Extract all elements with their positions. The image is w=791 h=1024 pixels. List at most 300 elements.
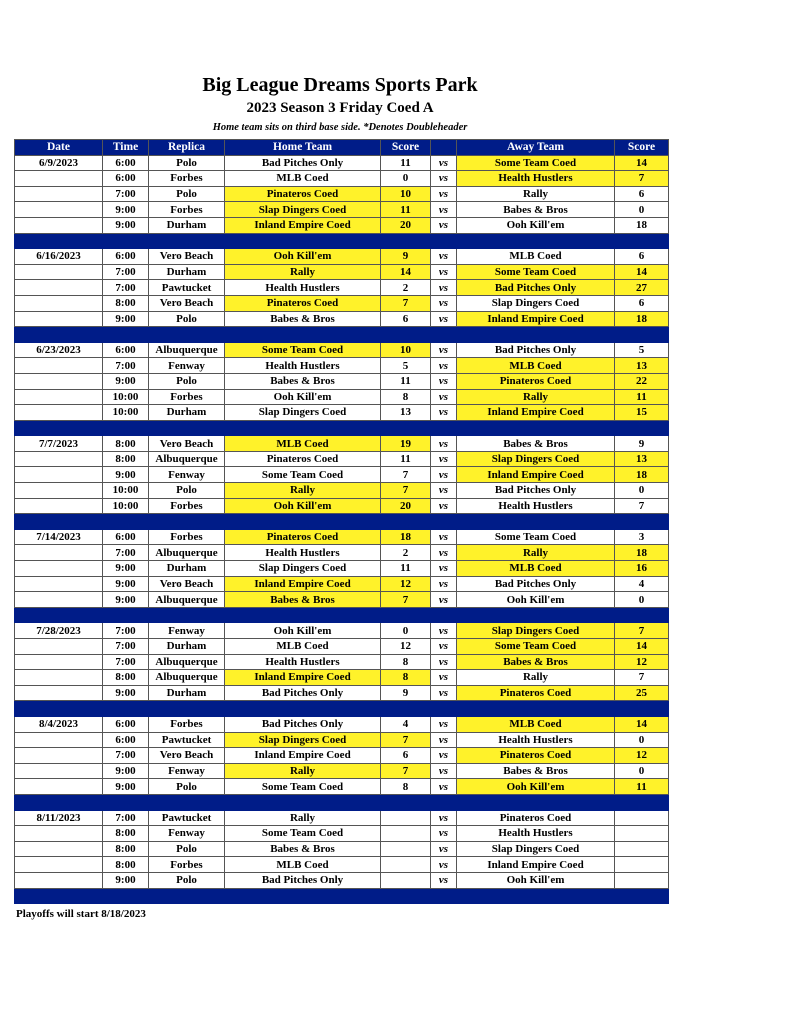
game-row: [15, 467, 669, 483]
home-score-cell: 8: [381, 654, 431, 670]
separator-bar: [15, 888, 669, 904]
away-score-cell: 3: [615, 529, 669, 545]
replica-cell: Durham: [149, 217, 225, 233]
game-row: [15, 389, 669, 405]
time-cell: 6:00: [103, 732, 149, 748]
time-cell: 9:00: [103, 373, 149, 389]
home-score-cell: 7: [381, 295, 431, 311]
away-score-cell: 11: [615, 389, 669, 405]
date-cell: [15, 217, 103, 233]
home-team-cell: Babes & Bros: [225, 373, 381, 389]
week-separator: [15, 327, 669, 343]
away-team-cell: MLB Coed: [457, 249, 615, 265]
home-team-cell: Rally: [225, 483, 381, 499]
away-score-cell: 13: [615, 358, 669, 374]
time-cell: 9:00: [103, 576, 149, 592]
home-team-cell: MLB Coed: [225, 171, 381, 187]
vs-cell: vs: [431, 685, 457, 701]
home-team-cell: Some Team Coed: [225, 467, 381, 483]
date-cell: [15, 498, 103, 514]
home-score-cell: 9: [381, 249, 431, 265]
time-cell: 9:00: [103, 779, 149, 795]
vs-cell: vs: [431, 155, 457, 171]
date-cell: [15, 857, 103, 873]
home-team-cell: Some Team Coed: [225, 826, 381, 842]
home-team-cell: MLB Coed: [225, 857, 381, 873]
vs-cell: vs: [431, 311, 457, 327]
header-row: [15, 140, 669, 156]
replica-cell: Pawtucket: [149, 810, 225, 826]
replica-cell: Forbes: [149, 498, 225, 514]
time-cell: 6:00: [103, 171, 149, 187]
vs-cell: vs: [431, 857, 457, 873]
home-score-cell: 12: [381, 576, 431, 592]
game-row: [15, 576, 669, 592]
vs-cell: vs: [431, 561, 457, 577]
home-team-cell: Inland Empire Coed: [225, 217, 381, 233]
vs-cell: vs: [431, 389, 457, 405]
time-cell: 7:00: [103, 623, 149, 639]
vs-cell: vs: [431, 280, 457, 296]
time-cell: 9:00: [103, 202, 149, 218]
game-row: [15, 436, 669, 452]
replica-cell: Albuquerque: [149, 654, 225, 670]
away-score-cell: 12: [615, 748, 669, 764]
time-cell: 8:00: [103, 295, 149, 311]
away-team-cell: Slap Dingers Coed: [457, 451, 615, 467]
date-cell: [15, 685, 103, 701]
game-row: [15, 249, 669, 265]
date-cell: 6/16/2023: [15, 249, 103, 265]
home-team-cell: MLB Coed: [225, 639, 381, 655]
time-cell: 10:00: [103, 389, 149, 405]
home-score-cell: [381, 810, 431, 826]
vs-cell: vs: [431, 405, 457, 421]
away-score-cell: 0: [615, 592, 669, 608]
time-cell: 9:00: [103, 763, 149, 779]
replica-cell: Vero Beach: [149, 295, 225, 311]
replica-cell: Pawtucket: [149, 732, 225, 748]
away-score-cell: 0: [615, 763, 669, 779]
game-row: [15, 295, 669, 311]
date-cell: [15, 483, 103, 499]
away-score-cell: 7: [615, 670, 669, 686]
away-score-cell: 14: [615, 639, 669, 655]
home-team-cell: Health Hustlers: [225, 654, 381, 670]
away-team-cell: Rally: [457, 389, 615, 405]
game-row: [15, 358, 669, 374]
home-score-cell: [381, 826, 431, 842]
away-team-cell: Ooh Kill'em: [457, 872, 615, 888]
away-score-cell: 18: [615, 545, 669, 561]
away-score-cell: 6: [615, 186, 669, 202]
col-header-vs: [431, 140, 457, 156]
away-score-cell: 13: [615, 451, 669, 467]
away-team-cell: Bad Pitches Only: [457, 576, 615, 592]
vs-cell: vs: [431, 529, 457, 545]
date-cell: [15, 373, 103, 389]
away-score-cell: 18: [615, 217, 669, 233]
home-team-cell: Slap Dingers Coed: [225, 561, 381, 577]
away-score-cell: 12: [615, 654, 669, 670]
date-cell: [15, 264, 103, 280]
home-score-cell: 4: [381, 716, 431, 732]
home-team-cell: Health Hustlers: [225, 280, 381, 296]
time-cell: 7:00: [103, 186, 149, 202]
away-team-cell: Rally: [457, 670, 615, 686]
vs-cell: vs: [431, 748, 457, 764]
home-score-cell: 6: [381, 748, 431, 764]
separator-bar: [15, 607, 669, 623]
vs-cell: vs: [431, 592, 457, 608]
vs-cell: vs: [431, 810, 457, 826]
home-team-cell: Bad Pitches Only: [225, 155, 381, 171]
separator-bar: [15, 701, 669, 717]
replica-cell: Fenway: [149, 826, 225, 842]
home-score-cell: 10: [381, 342, 431, 358]
replica-cell: Durham: [149, 639, 225, 655]
away-score-cell: 18: [615, 311, 669, 327]
replica-cell: Polo: [149, 186, 225, 202]
home-team-cell: Slap Dingers Coed: [225, 405, 381, 421]
time-cell: 9:00: [103, 217, 149, 233]
away-team-cell: Rally: [457, 186, 615, 202]
home-team-cell: Health Hustlers: [225, 358, 381, 374]
away-team-cell: Babes & Bros: [457, 763, 615, 779]
away-team-cell: Ooh Kill'em: [457, 217, 615, 233]
date-cell: [15, 670, 103, 686]
game-row: [15, 763, 669, 779]
away-team-cell: Babes & Bros: [457, 654, 615, 670]
away-score-cell: [615, 826, 669, 842]
vs-cell: vs: [431, 171, 457, 187]
separator-bar: [15, 420, 669, 436]
week-separator: [15, 514, 669, 530]
date-cell: 6/23/2023: [15, 342, 103, 358]
game-row: [15, 826, 669, 842]
away-team-cell: MLB Coed: [457, 561, 615, 577]
time-cell: 7:00: [103, 264, 149, 280]
home-team-cell: Babes & Bros: [225, 841, 381, 857]
away-score-cell: 7: [615, 498, 669, 514]
home-score-cell: 8: [381, 670, 431, 686]
date-cell: [15, 202, 103, 218]
away-team-cell: Health Hustlers: [457, 171, 615, 187]
vs-cell: vs: [431, 373, 457, 389]
home-score-cell: 10: [381, 186, 431, 202]
game-row: [15, 405, 669, 421]
home-score-cell: 11: [381, 202, 431, 218]
away-score-cell: [615, 841, 669, 857]
home-score-cell: 7: [381, 467, 431, 483]
away-team-cell: Babes & Bros: [457, 202, 615, 218]
vs-cell: vs: [431, 295, 457, 311]
game-row: [15, 592, 669, 608]
away-score-cell: 22: [615, 373, 669, 389]
away-score-cell: 14: [615, 716, 669, 732]
replica-cell: Vero Beach: [149, 748, 225, 764]
page-subtitle: 2023 Season 3 Friday Coed A: [246, 100, 434, 116]
home-score-cell: 5: [381, 358, 431, 374]
away-score-cell: 11: [615, 779, 669, 795]
game-row: [15, 373, 669, 389]
away-score-cell: 7: [615, 171, 669, 187]
date-cell: [15, 826, 103, 842]
away-team-cell: Some Team Coed: [457, 155, 615, 171]
away-team-cell: MLB Coed: [457, 358, 615, 374]
home-team-cell: Bad Pitches Only: [225, 685, 381, 701]
vs-cell: vs: [431, 763, 457, 779]
replica-cell: Vero Beach: [149, 249, 225, 265]
home-score-cell: 7: [381, 483, 431, 499]
game-row: [15, 171, 669, 187]
away-score-cell: 5: [615, 342, 669, 358]
away-team-cell: Bad Pitches Only: [457, 342, 615, 358]
date-cell: [15, 592, 103, 608]
away-score-cell: 18: [615, 467, 669, 483]
away-team-cell: Health Hustlers: [457, 732, 615, 748]
replica-cell: Polo: [149, 155, 225, 171]
time-cell: 7:00: [103, 810, 149, 826]
away-score-cell: [615, 810, 669, 826]
away-score-cell: 0: [615, 483, 669, 499]
home-team-cell: Pinateros Coed: [225, 529, 381, 545]
time-cell: 8:00: [103, 857, 149, 873]
date-cell: 7/7/2023: [15, 436, 103, 452]
game-row: [15, 155, 669, 171]
away-team-cell: Health Hustlers: [457, 826, 615, 842]
time-cell: 9:00: [103, 311, 149, 327]
away-score-cell: 4: [615, 576, 669, 592]
time-cell: 8:00: [103, 841, 149, 857]
home-score-cell: 8: [381, 389, 431, 405]
time-cell: 10:00: [103, 498, 149, 514]
time-cell: 7:00: [103, 654, 149, 670]
replica-cell: Polo: [149, 841, 225, 857]
time-cell: 6:00: [103, 155, 149, 171]
date-cell: [15, 654, 103, 670]
vs-cell: vs: [431, 186, 457, 202]
home-score-cell: 13: [381, 405, 431, 421]
date-cell: [15, 186, 103, 202]
game-row: [15, 186, 669, 202]
home-score-cell: 11: [381, 155, 431, 171]
home-team-cell: Ooh Kill'em: [225, 389, 381, 405]
date-cell: 7/28/2023: [15, 623, 103, 639]
home-team-cell: Ooh Kill'em: [225, 623, 381, 639]
game-row: [15, 670, 669, 686]
game-row: [15, 498, 669, 514]
home-team-cell: MLB Coed: [225, 436, 381, 452]
col-header-home-team: Home Team: [225, 140, 381, 156]
away-team-cell: Some Team Coed: [457, 529, 615, 545]
away-team-cell: Health Hustlers: [457, 498, 615, 514]
replica-cell: Albuquerque: [149, 592, 225, 608]
vs-cell: vs: [431, 264, 457, 280]
vs-cell: vs: [431, 358, 457, 374]
date-cell: [15, 280, 103, 296]
game-row: [15, 623, 669, 639]
schedule-table: [14, 139, 669, 904]
vs-cell: vs: [431, 841, 457, 857]
time-cell: 7:00: [103, 639, 149, 655]
home-score-cell: 11: [381, 451, 431, 467]
date-cell: [15, 872, 103, 888]
vs-cell: vs: [431, 826, 457, 842]
away-team-cell: Rally: [457, 545, 615, 561]
schedule-body: [15, 155, 669, 904]
away-score-cell: 25: [615, 685, 669, 701]
replica-cell: Forbes: [149, 857, 225, 873]
replica-cell: Forbes: [149, 171, 225, 187]
away-score-cell: 0: [615, 732, 669, 748]
vs-cell: vs: [431, 342, 457, 358]
home-team-cell: Pinateros Coed: [225, 451, 381, 467]
vs-cell: vs: [431, 623, 457, 639]
col-header-replica: Replica: [149, 140, 225, 156]
home-score-cell: 12: [381, 639, 431, 655]
replica-cell: Albuquerque: [149, 670, 225, 686]
playoffs-note: Playoffs will start 8/18/2023: [16, 908, 146, 920]
date-cell: [15, 841, 103, 857]
date-cell: 6/9/2023: [15, 155, 103, 171]
time-cell: 9:00: [103, 467, 149, 483]
away-team-cell: Inland Empire Coed: [457, 857, 615, 873]
time-cell: 9:00: [103, 592, 149, 608]
home-team-cell: Ooh Kill'em: [225, 249, 381, 265]
date-cell: [15, 779, 103, 795]
week-separator: [15, 701, 669, 717]
date-cell: [15, 405, 103, 421]
replica-cell: Pawtucket: [149, 280, 225, 296]
game-row: [15, 872, 669, 888]
time-cell: 7:00: [103, 358, 149, 374]
game-row: [15, 217, 669, 233]
time-cell: 10:00: [103, 405, 149, 421]
game-row: [15, 529, 669, 545]
game-row: [15, 654, 669, 670]
date-cell: 7/14/2023: [15, 529, 103, 545]
replica-cell: Durham: [149, 685, 225, 701]
vs-cell: vs: [431, 732, 457, 748]
replica-cell: Vero Beach: [149, 576, 225, 592]
vs-cell: vs: [431, 716, 457, 732]
home-score-cell: 19: [381, 436, 431, 452]
away-team-cell: Some Team Coed: [457, 639, 615, 655]
home-score-cell: 7: [381, 763, 431, 779]
game-row: [15, 483, 669, 499]
home-score-cell: 20: [381, 498, 431, 514]
away-team-cell: Bad Pitches Only: [457, 483, 615, 499]
time-cell: 6:00: [103, 529, 149, 545]
game-row: [15, 545, 669, 561]
col-header-home-score: Score: [381, 140, 431, 156]
away-team-cell: Inland Empire Coed: [457, 467, 615, 483]
vs-cell: vs: [431, 483, 457, 499]
away-team-cell: Pinateros Coed: [457, 373, 615, 389]
vs-cell: vs: [431, 451, 457, 467]
col-header-time: Time: [103, 140, 149, 156]
vs-cell: vs: [431, 872, 457, 888]
date-cell: 8/11/2023: [15, 810, 103, 826]
date-cell: [15, 763, 103, 779]
game-row: [15, 639, 669, 655]
replica-cell: Durham: [149, 405, 225, 421]
home-team-cell: Babes & Bros: [225, 311, 381, 327]
away-team-cell: Inland Empire Coed: [457, 311, 615, 327]
game-row: [15, 857, 669, 873]
away-team-cell: Slap Dingers Coed: [457, 623, 615, 639]
week-separator: [15, 888, 669, 904]
home-team-cell: Ooh Kill'em: [225, 498, 381, 514]
home-team-cell: Babes & Bros: [225, 592, 381, 608]
home-score-cell: 9: [381, 685, 431, 701]
home-team-cell: Inland Empire Coed: [225, 576, 381, 592]
time-cell: 6:00: [103, 342, 149, 358]
separator-bar: [15, 233, 669, 249]
vs-cell: vs: [431, 202, 457, 218]
date-cell: [15, 451, 103, 467]
date-cell: [15, 561, 103, 577]
separator-bar: [15, 514, 669, 530]
away-team-cell: Pinateros Coed: [457, 810, 615, 826]
replica-cell: Polo: [149, 483, 225, 499]
away-team-cell: Ooh Kill'em: [457, 592, 615, 608]
home-team-cell: Rally: [225, 810, 381, 826]
replica-cell: Albuquerque: [149, 342, 225, 358]
away-team-cell: Slap Dingers Coed: [457, 295, 615, 311]
home-score-cell: 2: [381, 545, 431, 561]
vs-cell: vs: [431, 436, 457, 452]
game-row: [15, 685, 669, 701]
home-score-cell: 7: [381, 592, 431, 608]
date-cell: [15, 295, 103, 311]
week-separator: [15, 794, 669, 810]
vs-cell: vs: [431, 217, 457, 233]
away-score-cell: 6: [615, 295, 669, 311]
vs-cell: vs: [431, 639, 457, 655]
col-header-away-team: Away Team: [457, 140, 615, 156]
away-team-cell: Pinateros Coed: [457, 685, 615, 701]
replica-cell: Vero Beach: [149, 436, 225, 452]
home-team-cell: Slap Dingers Coed: [225, 202, 381, 218]
replica-cell: Polo: [149, 872, 225, 888]
away-score-cell: [615, 872, 669, 888]
away-score-cell: 9: [615, 436, 669, 452]
time-cell: 7:00: [103, 280, 149, 296]
time-cell: 10:00: [103, 483, 149, 499]
week-separator: [15, 607, 669, 623]
replica-cell: Fenway: [149, 358, 225, 374]
replica-cell: Fenway: [149, 467, 225, 483]
home-score-cell: [381, 857, 431, 873]
week-separator: [15, 233, 669, 249]
home-score-cell: [381, 841, 431, 857]
time-cell: 9:00: [103, 872, 149, 888]
time-cell: 8:00: [103, 670, 149, 686]
game-row: [15, 342, 669, 358]
away-score-cell: 7: [615, 623, 669, 639]
vs-cell: vs: [431, 545, 457, 561]
time-cell: 8:00: [103, 436, 149, 452]
away-team-cell: MLB Coed: [457, 716, 615, 732]
away-score-cell: 6: [615, 249, 669, 265]
vs-cell: vs: [431, 498, 457, 514]
time-cell: 6:00: [103, 716, 149, 732]
time-cell: 8:00: [103, 451, 149, 467]
date-cell: [15, 389, 103, 405]
date-cell: 8/4/2023: [15, 716, 103, 732]
